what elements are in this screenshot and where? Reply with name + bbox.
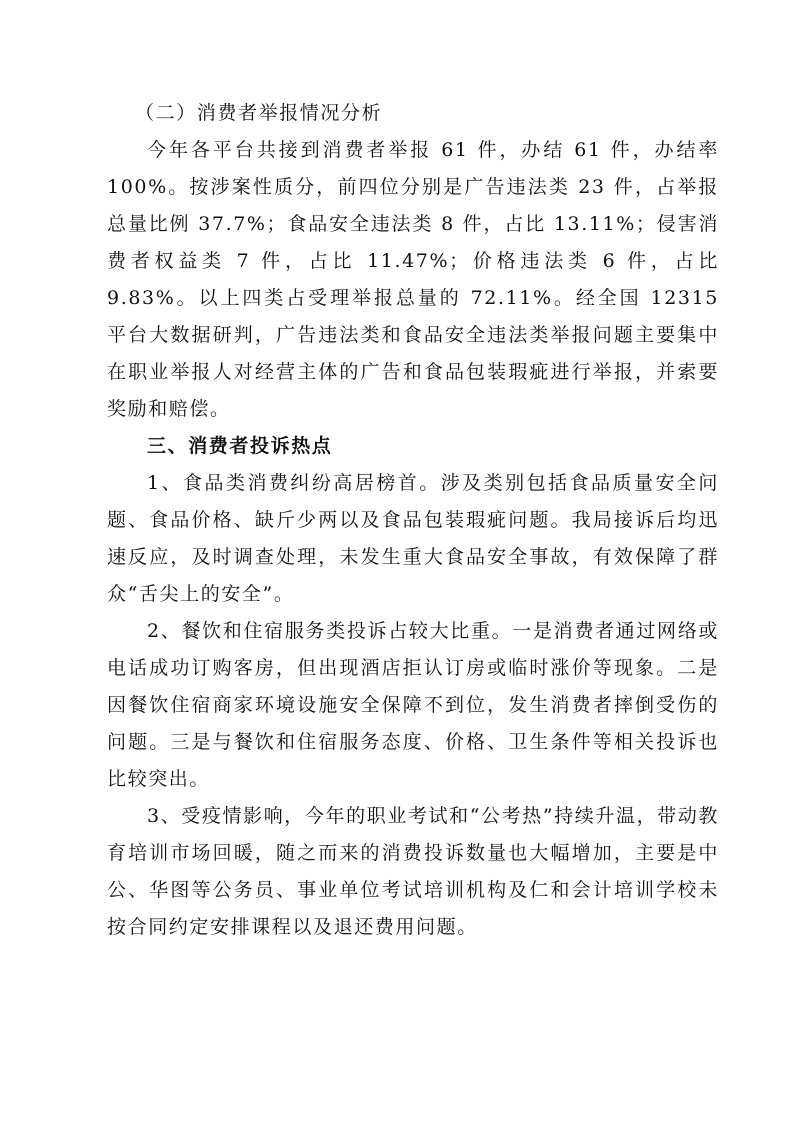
document-body xyxy=(107,95,719,946)
reports-analysis-paragraph: 今年各平台共接到消费者举报 61 件，办结 61 件，办结率 100%。按涉案性质分，前四位分别是广告违法类 23 件，占举报总量比例 37.7%；食品安全违法类 8 件，占比 13.11%；侵害消费者权益类 7 件，占比 11.47%；价格违法类 6 件，占比 9.83%。以上四类占受理举报总量的 72.11%。经全国 12315 平台大数据研判，广告违法类和食品安全违法类举报问题主要集中在职业举报人对经营主体的广告和食品包装瑕疵进行举报，并索要奖励和赔偿。 xyxy=(107,139,719,420)
section-heading: 三、消费者投诉热点 xyxy=(147,435,333,457)
sub-section-heading: （二）消费者举报情况分析 xyxy=(135,102,383,124)
hotspot-paragraph-food: 1、食品类消费纠纷高居榜首。涉及类别包括食品质量安全问题、食品价格、缺斤少两以及食品包装瑕疵问题。我局接诉后均迅速反应，及时调查处理，未发生重大食品安全事故，有效保障了群众“舌尖上的安全”。 xyxy=(107,472,719,605)
hotspot-paragraph-catering: 2、餐饮和住宿服务类投诉占较大比重。一是消费者通过网络或电话成功订购客房，但出现酒店拒认订房或临时涨价等现象。二是因餐饮住宿商家环境设施安全保障不到位，发生消费者摔倒受伤的问题。三是与餐饮和住宿服务态度、价格、卫生条件等相关投诉也比较突出。 xyxy=(107,620,719,790)
hotspot-paragraph-education: 3、受疫情影响，今年的职业考试和“公考热”持续升温，带动教育培训市场回暖，随之而来的消费投诉数量也大幅增加，主要是中公、华图等公务员、事业单位考试培训机构及仁和会计培训学校未按合同约定安排课程以及退还费用问题。 xyxy=(107,805,719,938)
